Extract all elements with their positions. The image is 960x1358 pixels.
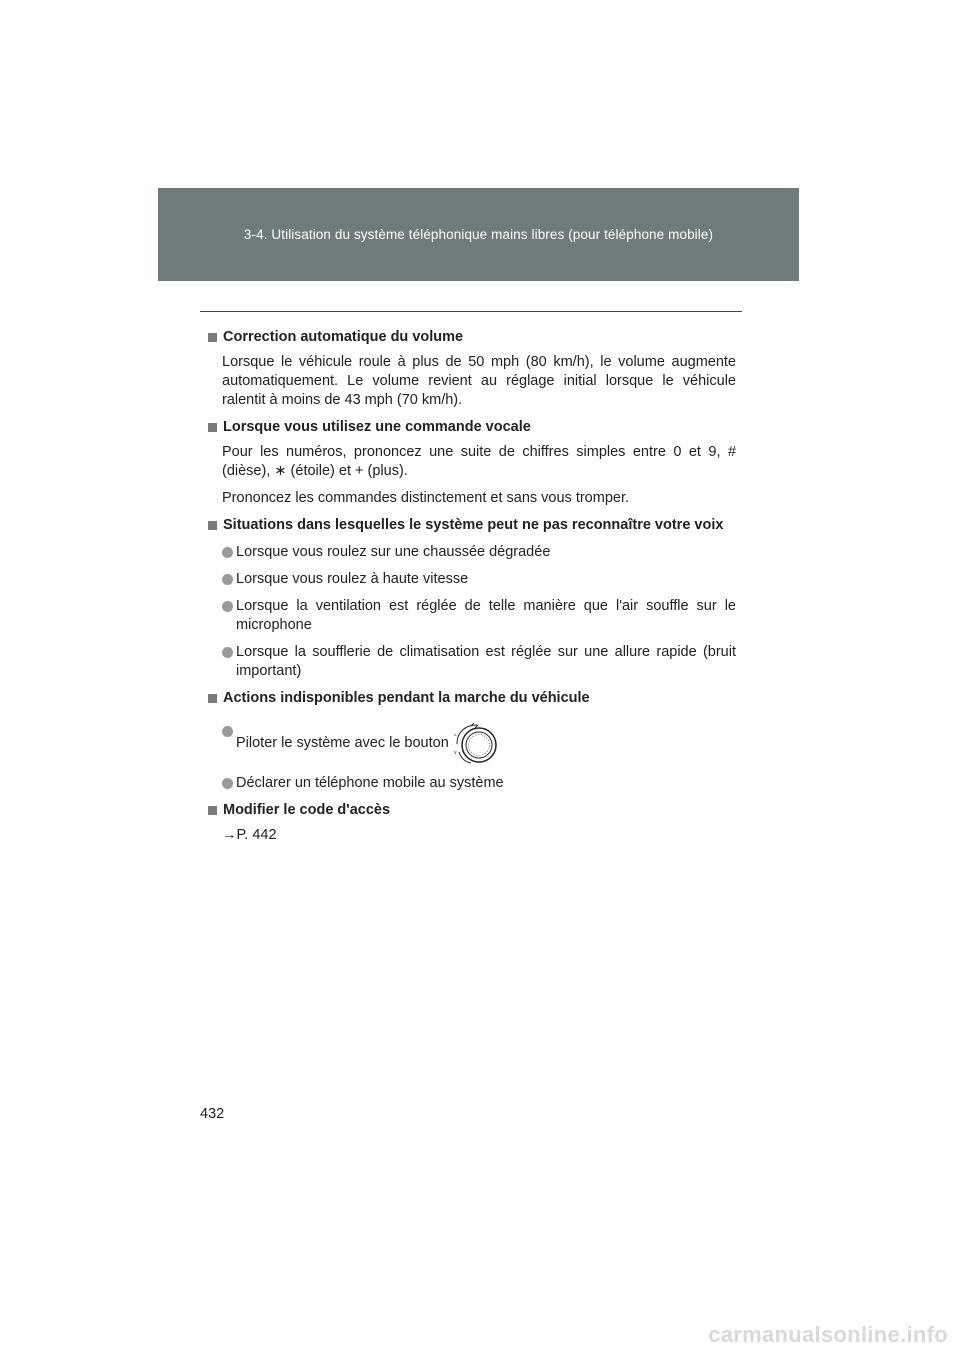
heading-access-code: Modifier le code d'accès <box>208 801 736 820</box>
square-bullet-icon <box>208 423 217 432</box>
round-bullet-icon <box>222 778 233 789</box>
paragraph: Pour les numéros, prononcez une suite de chiffres simples entre 0 et 9, # (dièse), ∗ (étoile) et + (plus). <box>222 444 736 479</box>
svg-text:v: v <box>453 750 457 756</box>
round-bullet-icon <box>222 726 233 737</box>
knob-icon <box>453 722 499 764</box>
page-reference: →P. 442 <box>222 827 277 843</box>
svg-text:^: ^ <box>453 734 457 740</box>
round-bullet-icon <box>222 547 233 558</box>
list-item: Lorsque la soufflerie de climatisation est réglée sur une allure rapide (bruit important) <box>222 643 736 681</box>
heading-volume: Correction automatique du volume <box>208 328 736 347</box>
list-item: Déclarer un téléphone mobile au système <box>222 774 736 793</box>
round-bullet-icon <box>222 574 233 585</box>
heading-voice-command: Lorsque vous utilisez une commande vocale <box>208 418 736 437</box>
header-title: 3-4. Utilisation du système téléphonique mains libres (pour téléphone mobile) <box>243 227 714 242</box>
square-bullet-icon <box>208 521 217 530</box>
heading-unavailable-actions: Actions indisponibles pendant la marche du véhicule <box>208 689 736 708</box>
page-number: 432 <box>200 1106 225 1122</box>
round-bullet-icon <box>222 601 233 612</box>
paragraph: Prononcez les commandes distinctement et sans vous tromper. <box>222 490 629 506</box>
divider <box>200 311 742 312</box>
square-bullet-icon <box>208 806 217 815</box>
square-bullet-icon <box>208 333 217 342</box>
list-item: Lorsque la ventilation est réglée de telle manière que l'air souffle sur le microphone <box>222 597 736 635</box>
list-item: Lorsque vous roulez à haute vitesse <box>222 570 736 589</box>
section-header <box>158 188 799 281</box>
list-item: Lorsque vous roulez sur une chaussée dégradée <box>222 543 736 562</box>
list-item: Piloter le système avec le bouton ^ v <box>222 722 736 764</box>
round-bullet-icon <box>222 647 233 658</box>
square-bullet-icon <box>208 694 217 703</box>
paragraph: Lorsque le véhicule roule à plus de 50 mph (80 km/h), le volume augmente automatiquement. Le volume revient au réglage initial lorsque le véhicule ralentit à moins de 43 mph (70 km/h). <box>222 354 736 408</box>
content <box>208 328 736 845</box>
heading-recognition: Situations dans lesquelles le système peut ne pas reconnaître votre voix <box>208 516 736 535</box>
watermark: carmanualsonline.info <box>708 1322 948 1347</box>
